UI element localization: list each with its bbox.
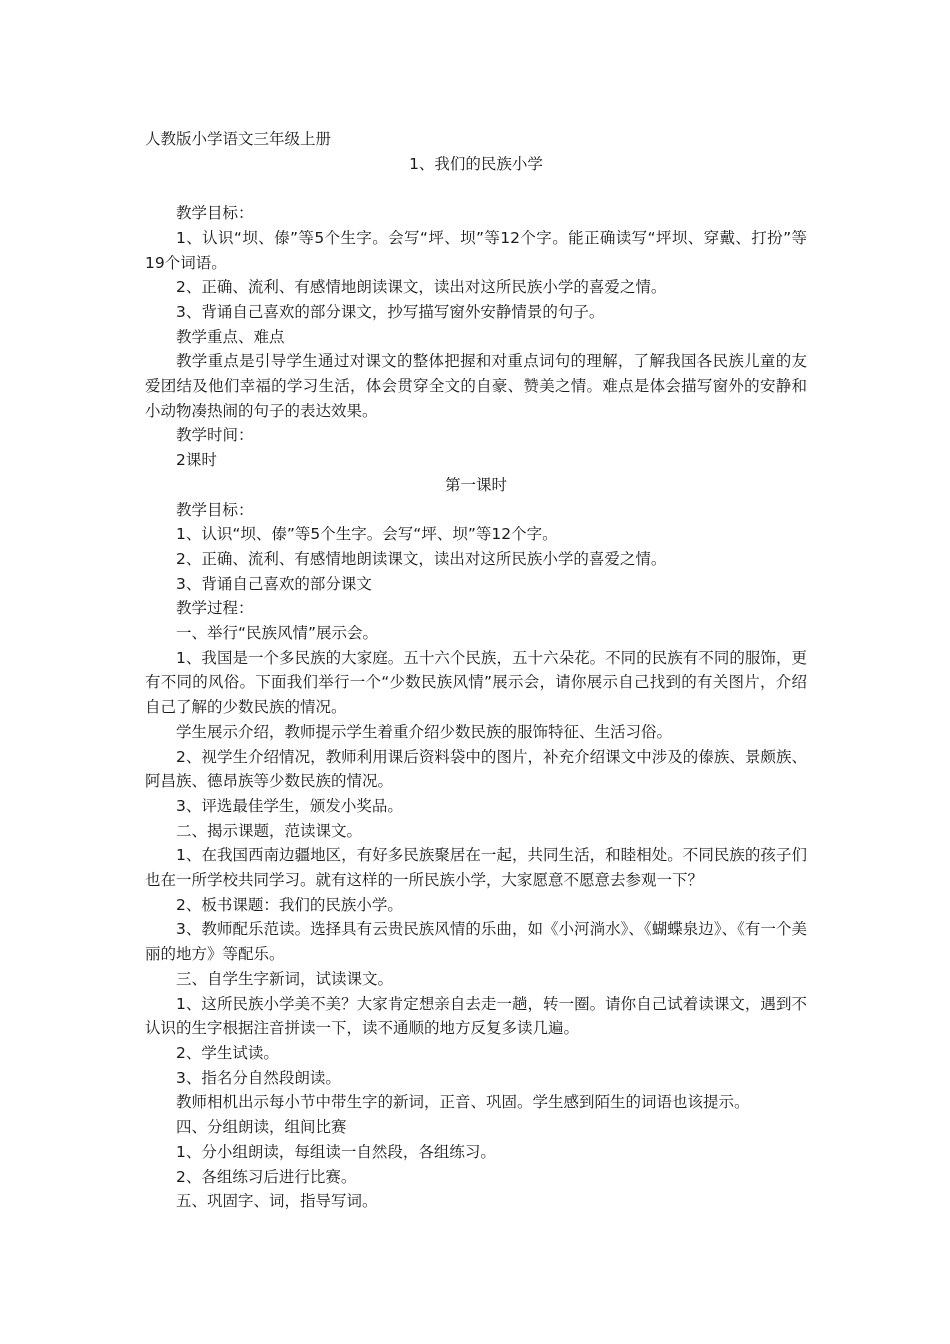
process-heading: 教学过程：	[176, 599, 254, 618]
time-heading: 教学时间：	[176, 426, 254, 445]
process-item: 3、教师配乐范读。选择具有云贵民族风情的乐曲，如《小河淌水》、《蝴蝶泉边》、《有一个美丽的地方》等配乐。	[145, 920, 807, 964]
objective-item: 3、背诵自己喜欢的部分课文，抄写描写窗外安静情景的句子。	[176, 302, 605, 321]
document-body	[145, 127, 807, 1214]
process-section-heading: 四、分组朗读，组间比赛	[176, 1118, 347, 1137]
first-period-title: 第一课时	[444, 475, 507, 494]
process-section-heading: 三、自学生字新词，试读课文。	[176, 969, 394, 988]
first-objective-item: 3、背诵自己喜欢的部分课文	[176, 574, 372, 593]
process-item: 1、这所民族小学美不美？大家肯定想亲自去走一趟，转一圈。请你自己试着读课文，遇到不认识的生字根据注音拼读一下，读不通顺的地方反复多读几遍。	[145, 994, 807, 1038]
lesson-title: 1、我们的民族小学	[409, 154, 543, 173]
process-item: 2、各组练习后进行比赛。	[176, 1167, 357, 1186]
first-objective-item: 1、认识“坝、傣”等5个生字。会写“坪、坝”等12个字。	[176, 525, 558, 544]
process-item: 3、指名分自然段朗读。	[176, 1068, 341, 1087]
first-objectives-heading: 教学目标：	[176, 500, 254, 519]
objective-item: 1、认识“坝、傣”等5个生字。会写“坪、坝”等12个字。能正确读写“坪坝、穿戴、打扮”等19个词语。	[145, 228, 807, 272]
publisher-line: 人教版小学语文三年级上册	[145, 130, 332, 148]
blank-line	[145, 176, 807, 201]
process-item: 1、分小组朗读，每组读一自然段，各组练习。	[176, 1142, 496, 1161]
process-item: 2、板书课题：我们的民族小学。	[176, 895, 403, 914]
time-value: 2课时	[176, 451, 217, 470]
process-item: 3、评选最佳学生，颁发小奖品。	[176, 796, 403, 815]
process-section-heading: 二、揭示课题，范读课文。	[176, 821, 363, 840]
process-item: 学生展示介绍，教师提示学生着重介绍少数民族的服饰特征、生活习俗。	[176, 722, 673, 741]
process-item: 教师相机出示每小节中带生字的新词，正音、巩固。学生感到陌生的词语也该提示。	[176, 1093, 750, 1112]
first-objective-item: 2、正确、流利、有感情地朗读课文，读出对这所民族小学的喜爱之情。	[176, 549, 667, 568]
key-points-text: 教学重点是引导学生通过对课文的整体把握和对重点词句的理解，了解我国各民族儿童的友爱团结及他们幸福的学习生活，体会贯穿全文的自豪、赞美之情。难点是体会描写窗外的安静和小动物凑热闹的句子的表达效果。	[145, 352, 807, 420]
objective-item: 2、正确、流利、有感情地朗读课文，读出对这所民族小学的喜爱之情。	[176, 278, 667, 297]
key-points-heading: 教学重点、难点	[176, 327, 285, 346]
process-item: 2、视学生介绍情况，教师利用课后资料袋中的图片，补充介绍课文中涉及的傣族、景颇族、阿昌族、德昂族等少数民族的情况。	[145, 747, 807, 791]
process-item: 2、学生试读。	[176, 1044, 279, 1062]
process-item: 1、在我国西南边疆地区，有好多民族聚居在一起，共同生活，和睦相处。不同民族的孩子们也在一所学校共同学习。就有这样的一所民族小学，大家愿意不愿意去参观一下？	[145, 846, 807, 890]
process-item: 1、我国是一个多民族的大家庭。五十六个民族，五十六朵花。不同的民族有不同的服饰，更有不同的风俗。下面我们举行一个“少数民族风情”展示会，请你展示自己找到的有关图片，介绍自己了解的少数民族的情况。	[145, 648, 807, 717]
process-section-heading: 五、巩固字、词，指导写词。	[176, 1192, 378, 1211]
objectives-heading: 教学目标：	[176, 204, 254, 223]
process-section-heading: 一、举行“民族风情”展示会。	[176, 624, 379, 643]
